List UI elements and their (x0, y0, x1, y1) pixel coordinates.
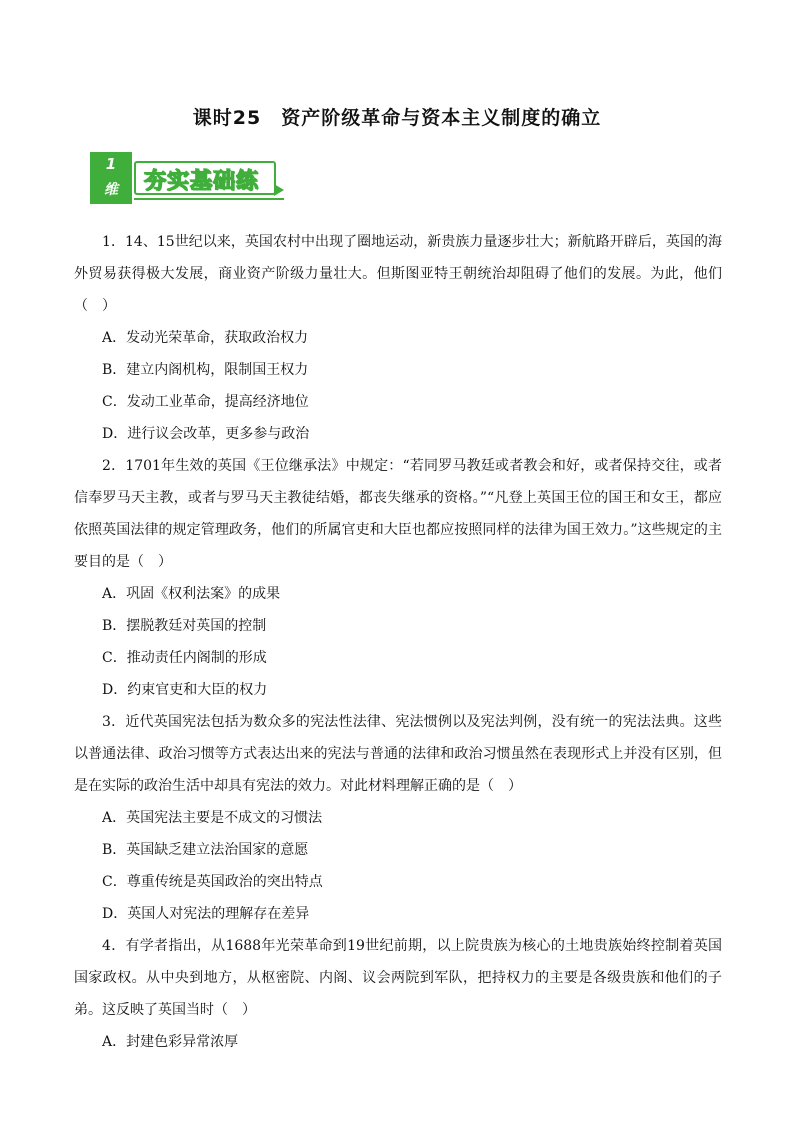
option-a: A．封建色彩异常浓厚 (102, 1034, 239, 1050)
option-c: C．发动工业革命，提高经济地位 (102, 394, 309, 410)
section-badge-unit: 维 (104, 182, 118, 198)
section-badge (90, 152, 132, 204)
question-list (74, 226, 722, 1058)
option-b: B．英国缺乏建立法治国家的意愿 (102, 842, 309, 858)
option-b: B．摆脱教廷对英国的控制 (102, 618, 267, 634)
question-2 (74, 450, 722, 706)
option-d: D．约束官吏和大臣的权力 (102, 682, 268, 698)
section-banner (90, 152, 286, 204)
option-a: A．发动光荣革命，获取政治权力 (102, 330, 309, 346)
section-badge-number: 1 (105, 155, 117, 173)
section-label-box (134, 161, 276, 195)
banner-arrow-decoration (274, 184, 284, 196)
question-stem: 3．近代英国宪法包括为数众多的宪法性法律、宪法惯例以及宪法判例，没有统一的宪法法典。这些以普通法律、政治习惯等方式表达出来的宪法与普通的法律和政治习惯虽然在表现形式上并没有区别，但是在实际的政治生活中却具有宪法的效力。对此材料理解正确的是（ ） (74, 714, 722, 794)
section-label: 夯实基础练 (144, 169, 260, 194)
question-1 (74, 226, 722, 450)
question-stem: 1．14、15世纪以来，英国农村中出现了圈地运动，新贵族力量逐步壮大；新航路开辟后，英国的海外贸易获得极大发展，商业资产阶级力量壮大。但斯图亚特王朝统治却阻碍了他们的发展。为此，他们（ ） (74, 234, 722, 314)
option-d: D．英国人对宪法的理解存在差异 (102, 906, 310, 922)
option-a: A．英国宪法主要是不成文的习惯法 (102, 810, 323, 826)
option-a: A．巩固《权利法案》的成果 (102, 586, 281, 602)
question-4 (74, 930, 722, 1058)
option-c: C．尊重传统是英国政治的突出特点 (102, 874, 323, 890)
option-b: B．建立内阁机构，限制国王权力 (102, 362, 309, 378)
question-3 (74, 706, 722, 930)
option-c: C．推动责任内阁制的形成 (102, 650, 267, 666)
question-stem: 2．1701年生效的英国《王位继承法》中规定：“若同罗马教廷或者教会和好，或者保持交往，或者信奉罗马天主教，或者与罗马天主教徒结婚，都丧失继承的资格。”“凡登上英国王位的国王和女王，都应依照英国法律的规定管理政务，他们的所属官吏和大臣也都应按照同样的法律为国王效力。”这些规定的主要目的是（ ） (74, 458, 722, 570)
page-title: 课时25 资产阶级革命与资本主义制度的确立 (192, 107, 602, 129)
option-d: D．进行议会改革，更多参与政治 (102, 426, 310, 442)
banner-underline (134, 198, 284, 200)
question-stem: 4．有学者指出，从1688年光荣革命到19世纪前期，以上院贵族为核心的土地贵族始终控制着英国国家政权。从中央到地方，从枢密院、内阁、议会两院到军队，把持权力的主要是各级贵族和他们的子弟。这反映了英国当时（ ） (74, 938, 722, 1018)
